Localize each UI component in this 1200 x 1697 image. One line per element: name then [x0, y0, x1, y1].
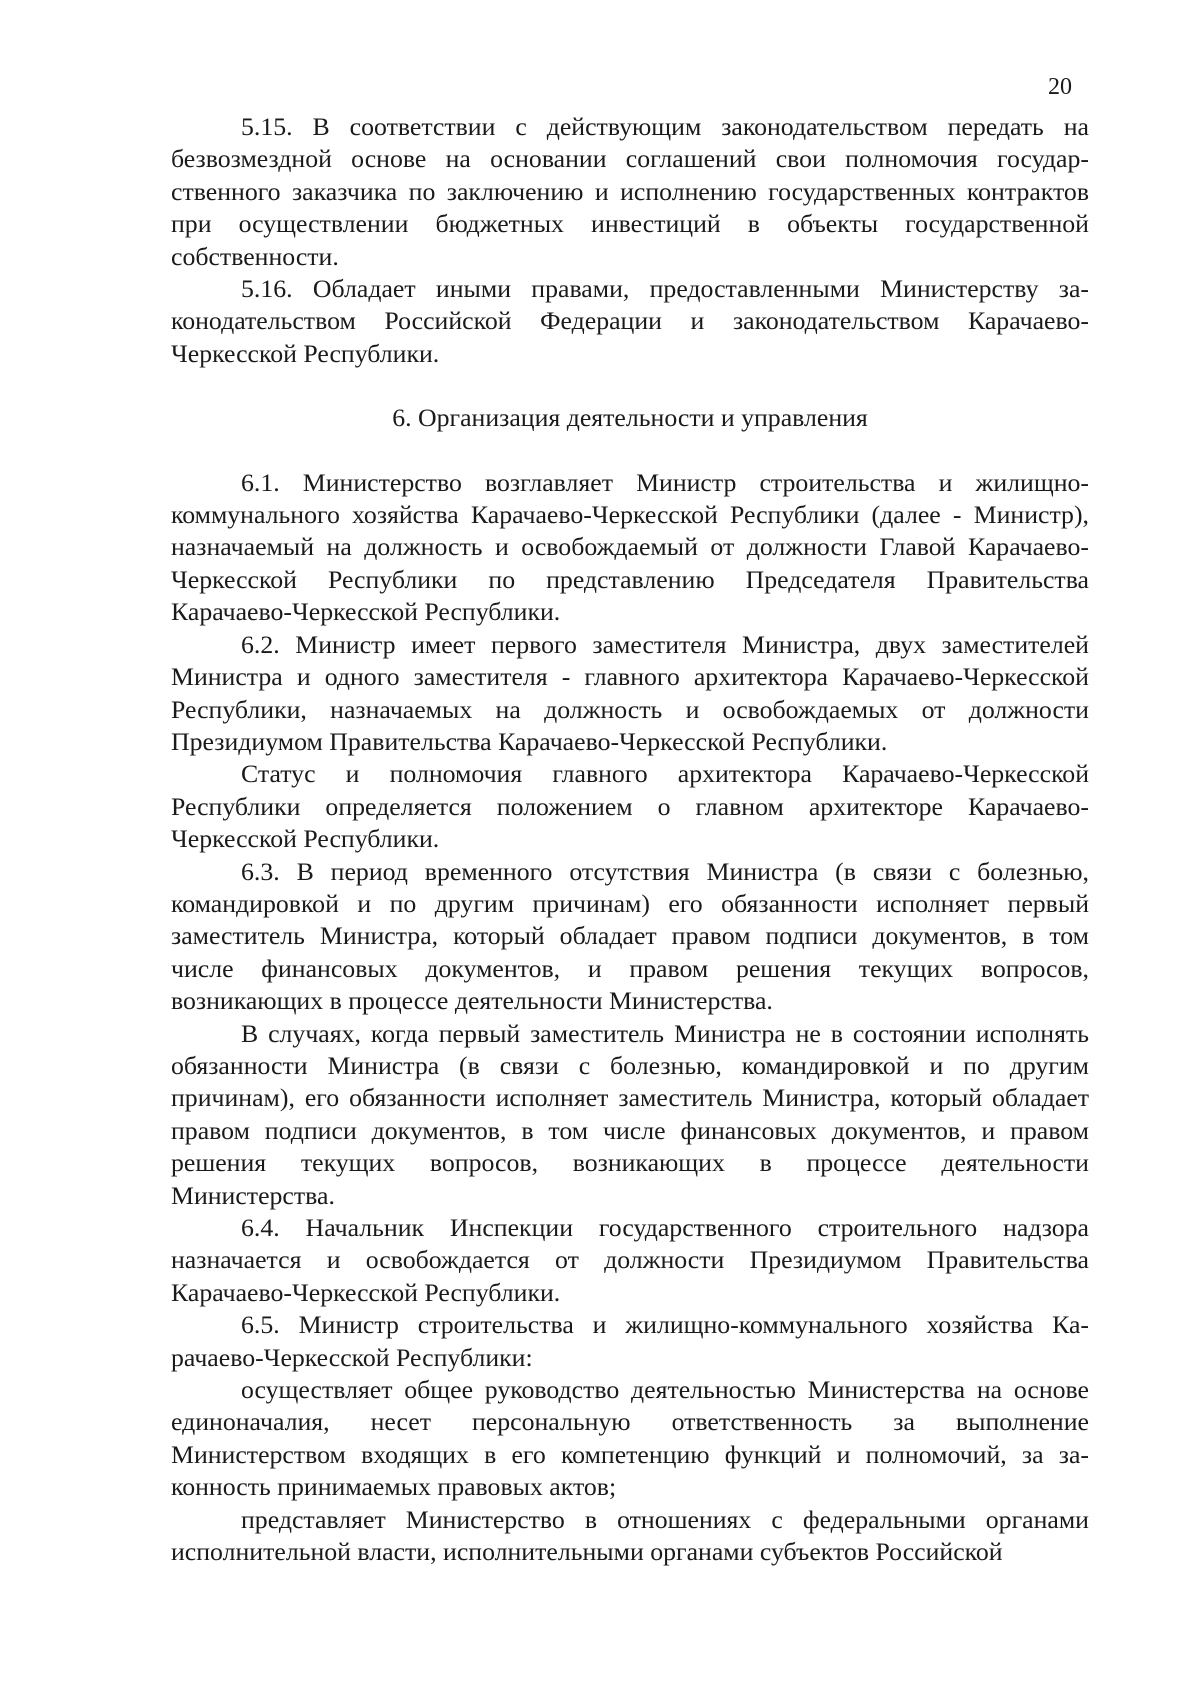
paragraph-general-management: осуществляет общее руководство деятельностью Министерства на основе единоначалия, несет персональную ответственность за выполнение Министерством входящих в его компетенцию функций и полномочий, за законность принимаемых правовых актов;: [171, 1375, 1089, 1502]
paragraph-5-15: 5.15. В соответствии с действующим законодательством передать на безвозмездной основе на основании соглашений свои полномочия государственного заказчика по заключению и исполнению государственных контрактов при осуществлении бюджетных инвестиций в объекты государственной собственности.: [171, 112, 1089, 271]
paragraph-6-3: 6.3. В период временного отсутствия Министра (в связи с болезнью, командировкой и по другим причинам) его обязанности исполняет первый заместитель Министра, который обладает правом подписи документов, в том числе финансовых документов, и правом решения текущих вопросов, возникающих в процессе деятельности Министерства.: [171, 856, 1089, 1016]
paragraph-chief-architect-status: Статус и полномочия главного архитектора Карачаево-Черкесской Республики определяется положением о главном архитекторе Карачаево-Черкесской Республики.: [171, 759, 1089, 854]
paragraph-6-2: 6.2. Министр имеет первого заместителя Министра, двух заместителей Министра и одного заместителя - главного архитектора Карачаево-Черкесской Республики, назначаемых на должность и освобождаемых от должности Президиумом Правительства Карачаево-Черкесской Республики.: [171, 629, 1089, 756]
document-body: [171, 111, 1089, 1568]
paragraph-6-5: 6.5. Министр строительства и жилищно-коммунального хозяйства Карачаево-Черкесской Республики:: [171, 1310, 1089, 1372]
paragraph-representation: представляет Министерство в отношениях с федеральными органами исполнительной власти, исполнительными органами субъектов Российской: [171, 1504, 1089, 1567]
page-number: 20: [1048, 74, 1072, 100]
paragraph-deputy-substitution: В случаях, когда первый заместитель Министра не в состоянии исполнять обязанности Министра (в связи с болезнью, командировкой и по другим причинам), его обязанности исполняет заместитель Министра, который обладает правом подписи документов, в том числе финансовых документов, и правом решения текущих вопросов, возникающих в процессе деятельности Министерства.: [171, 1018, 1089, 1210]
section-heading: 6. Организация деятельности и управления: [392, 403, 868, 433]
paragraph-6-4: 6.4. Начальник Инспекции государственного строительного надзора назначается и освобождается от должности Президиумом Правительства Карачаево-Черкесской Республики.: [171, 1213, 1089, 1307]
paragraph-6-1: 6.1. Министерство возглавляет Министр строительства и жилищно-коммунального хозяйства Карачаево-Черкесской Республики (далее - Министр), назначаемый на должность и освобождаемый от должности Главой Карачаево-Черкесской Республики по представлению Председателя Правительства Карачаево-Черкесской Республики.: [171, 467, 1089, 627]
paragraph-5-16: 5.16. Обладает иными правами, предоставленными Министерству законодательством Российской Федерации и законодательством Карачаево-Черкесской Республики.: [171, 274, 1089, 368]
